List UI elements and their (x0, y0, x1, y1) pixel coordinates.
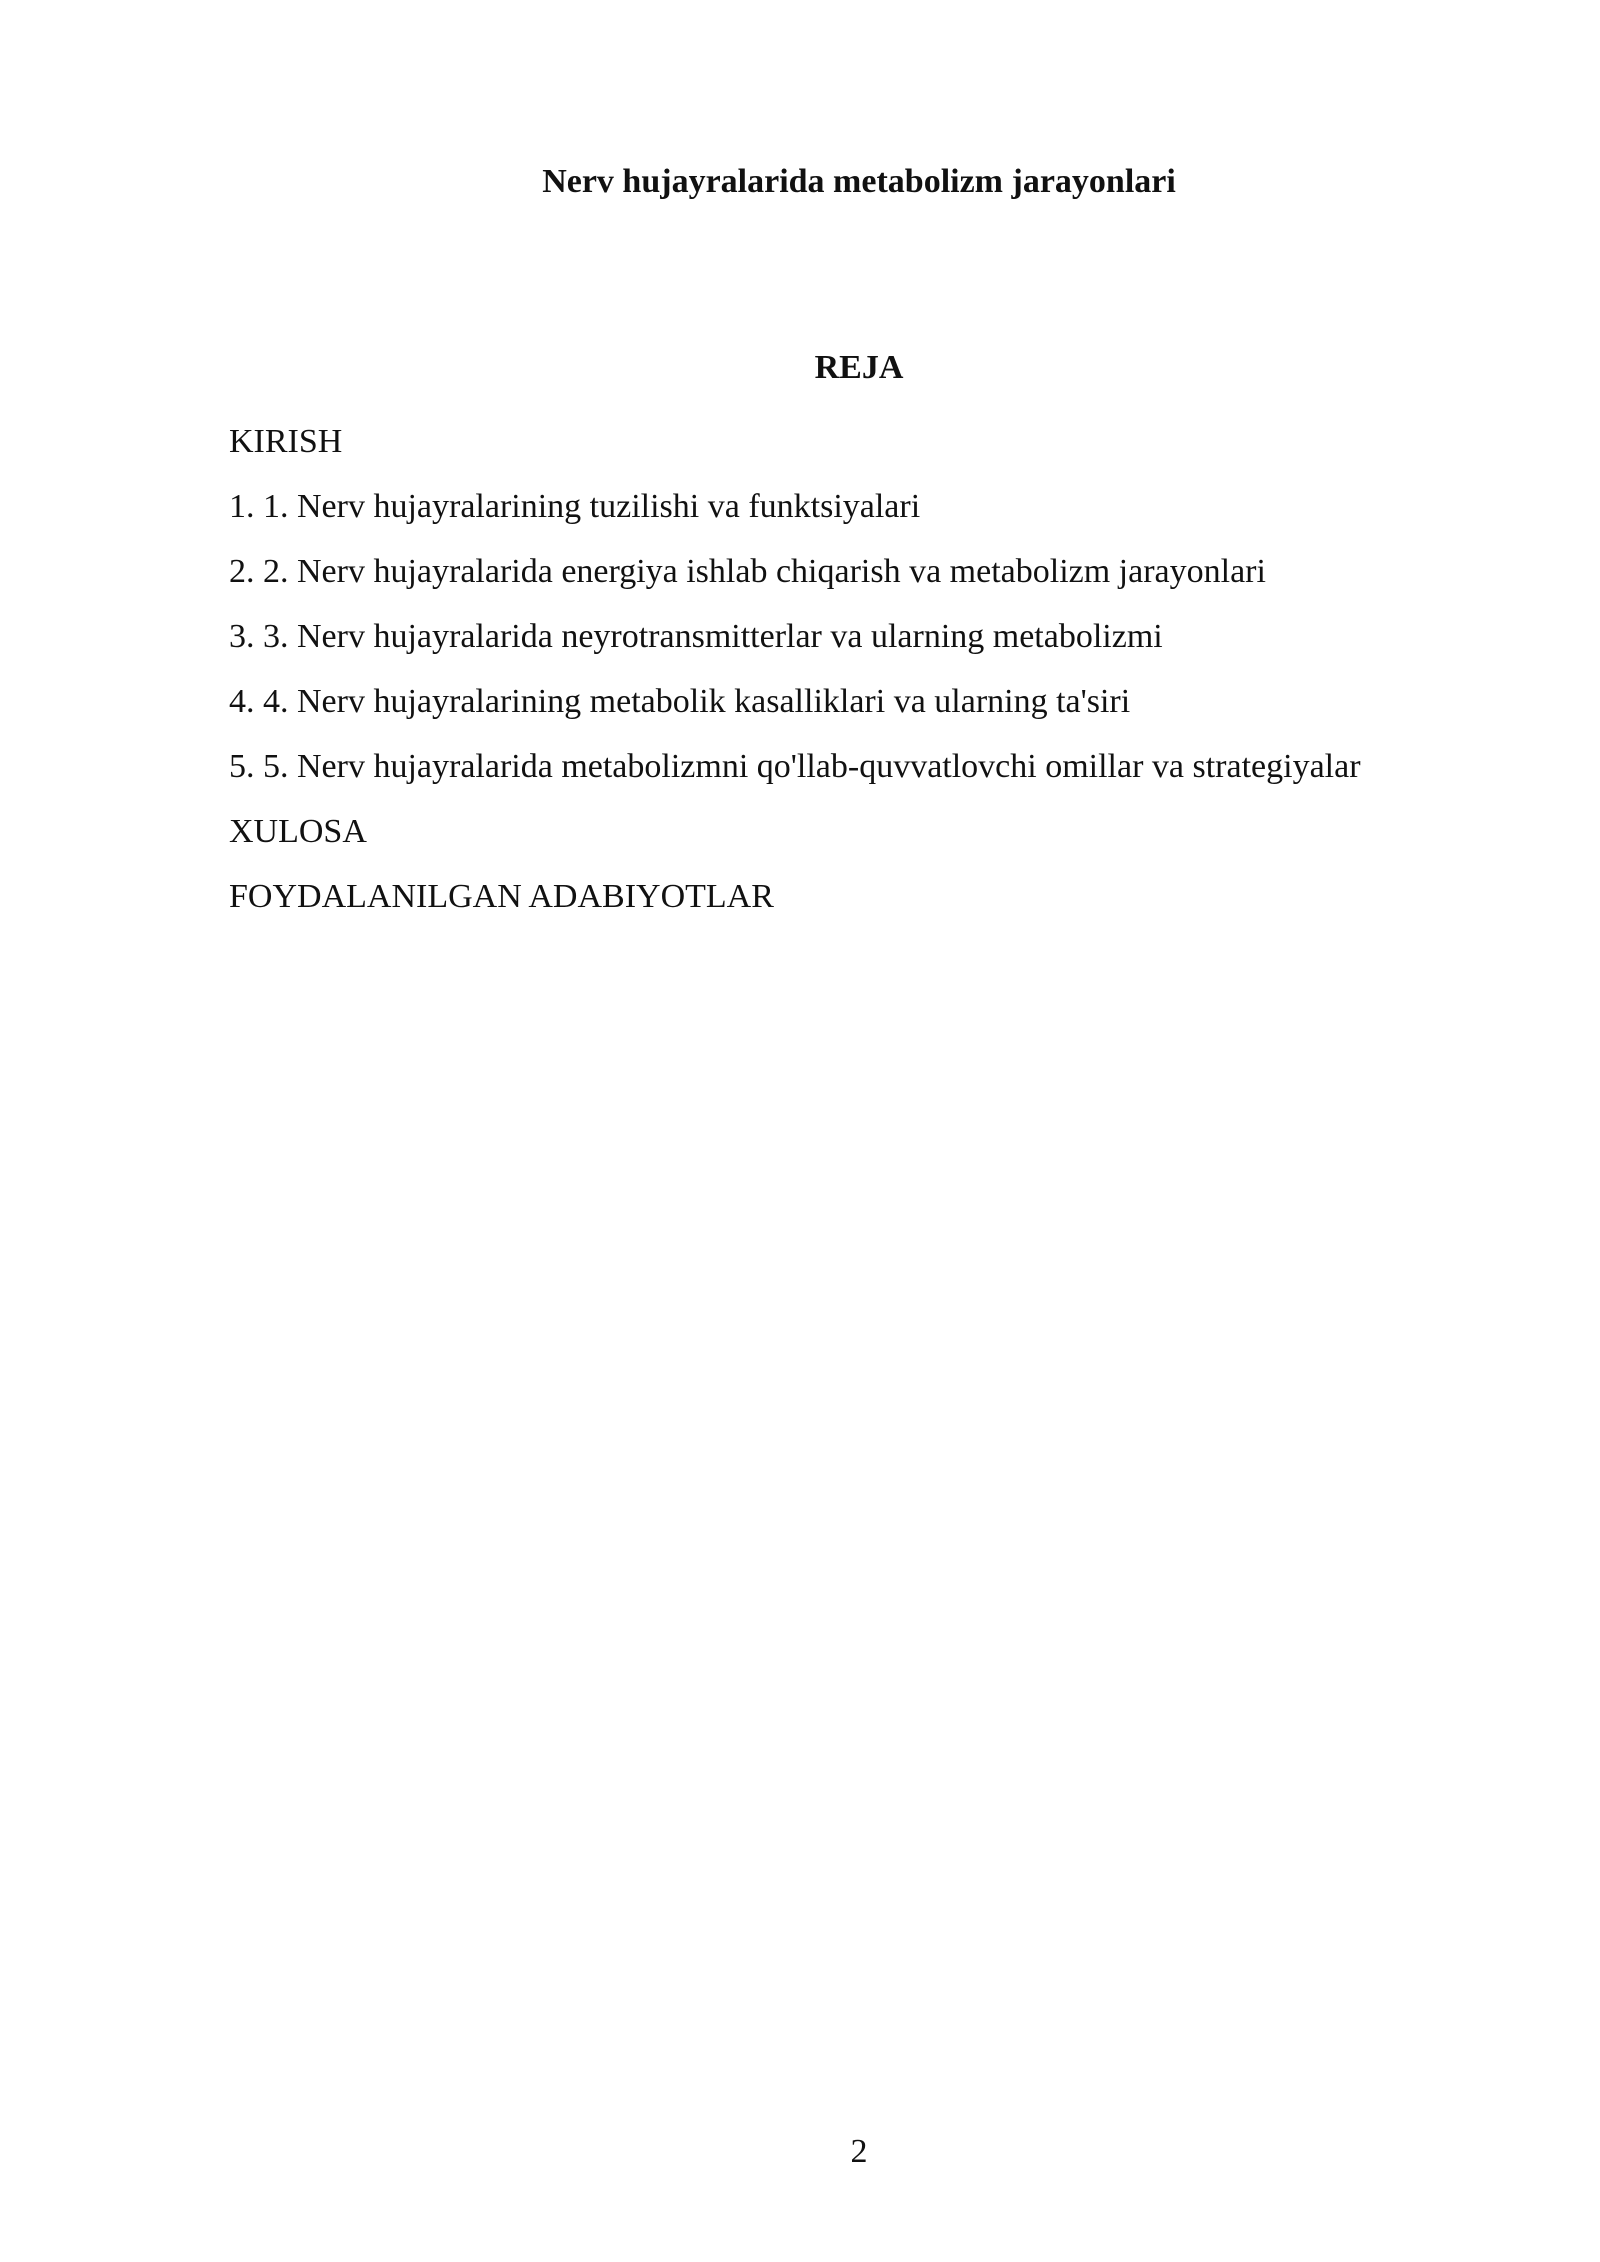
plan-item-3: 3. 3. Nerv hujayralarida neyrotransmitterlar va ularning metabolizmi (229, 618, 1163, 655)
plan-item-conclusion: XULOSA (229, 813, 367, 850)
plan-item-5: 5. 5. Nerv hujayralarida metabolizmni qo'llab-quvvatlovchi omillar va strategiyalar (229, 748, 1361, 785)
plan-item-2: 2. 2. Nerv hujayralarida energiya ishlab chiqarish va metabolizm jarayonlari (229, 553, 1266, 590)
page-number: 2 (850, 2133, 868, 2170)
plan-item-introduction: KIRISH (229, 423, 343, 460)
plan-item-1: 1. 1. Nerv hujayralarining tuzilishi va funktsiyalari (229, 488, 921, 525)
plan-heading: REJA (814, 349, 904, 386)
plan-item-references: FOYDALANILGAN ADABIYOTLAR (229, 878, 774, 915)
plan-list (229, 420, 1569, 940)
document-title: Nerv hujayralarida metabolizm jarayonlari (542, 163, 1176, 200)
plan-item-4: 4. 4. Nerv hujayralarining metabolik kasalliklari va ularning ta'siri (229, 683, 1131, 720)
